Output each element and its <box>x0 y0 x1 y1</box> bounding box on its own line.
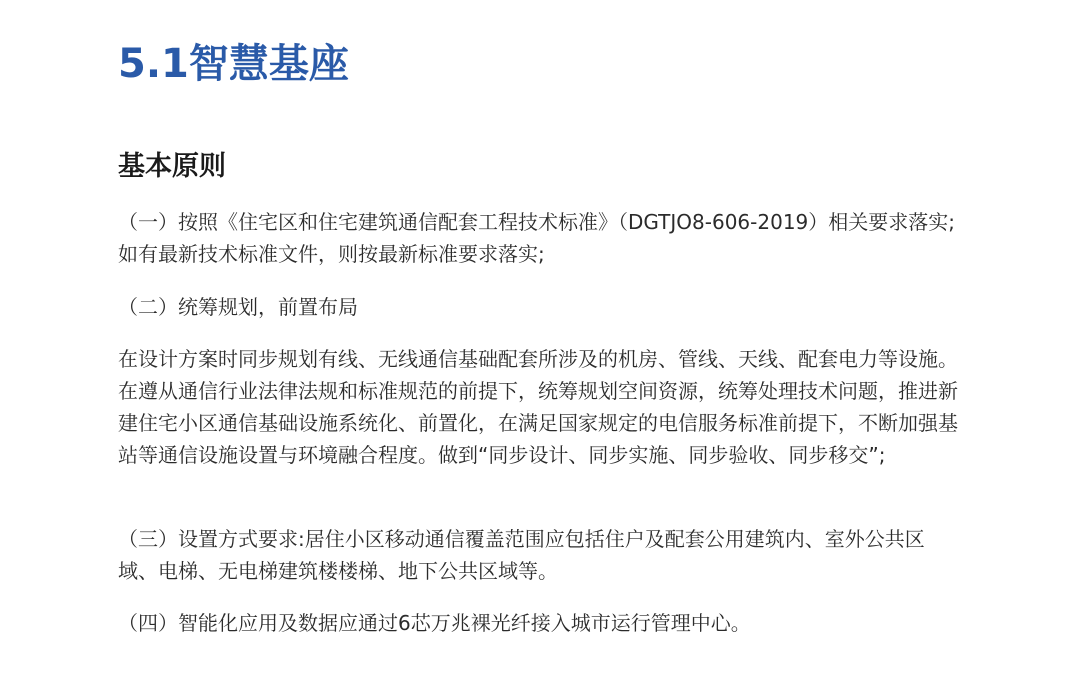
paragraph-4: （三）设置方式要求:居住小区移动通信覆盖范围应包括住户及配套公用建筑内、室外公共区域、电梯、无电梯建筑楼楼梯、地下公共区域等。 <box>118 527 925 583</box>
paragraph-5: （四）智能化应用及数据应通过6芯万兆裸光纤接入城市运行管理中心。 <box>118 611 751 635</box>
paragraph-2: （二）统筹规划，前置布局 <box>118 295 358 319</box>
page-title: 5.1智慧基座 <box>118 41 349 87</box>
paragraph-3: 在设计方案时同步规划有线、无线通信基础配套所涉及的机房、管线、天线、配套电力等设施。在遵从通信行业法律法规和标准规范的前提下，统筹规划空间资源，统筹处理技术问题，推进新建住宅小区通信基础设施系统化、前置化，在满足国家规定的电信服务标准前提下，不断加强基站等通信设施设置与环境融合程度。做到“同步设计、同步实施、同步验收、同步移交”; <box>118 347 958 467</box>
paragraph-1: （一）按照《住宅区和住宅建筑通信配套工程技术标准》（DGTJO8-606-2019）相关要求落实;如有最新技术标准文件，则按最新标准要求落实; <box>118 210 956 266</box>
section-heading: 基本原则 <box>118 151 226 182</box>
